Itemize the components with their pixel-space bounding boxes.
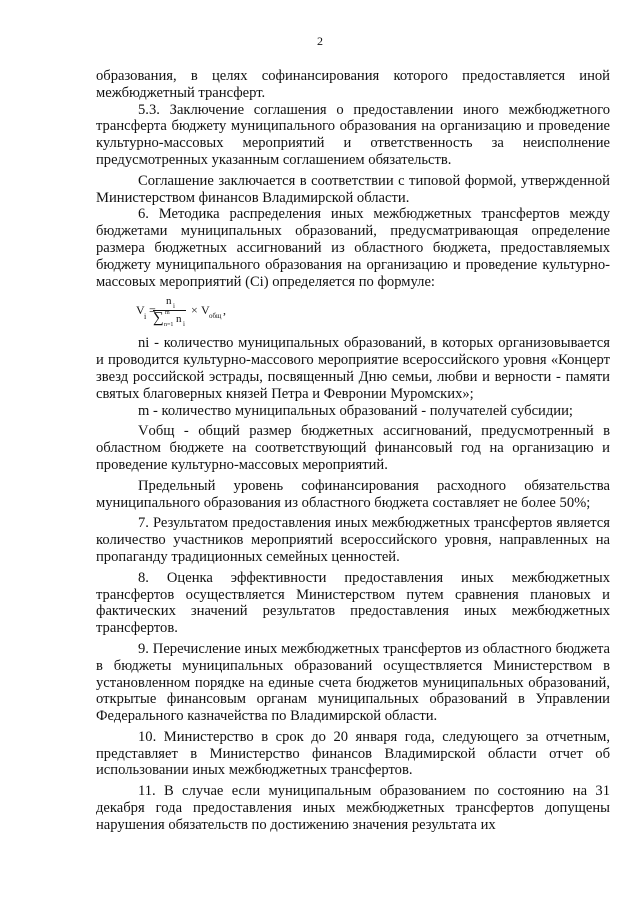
formula-denominator: n xyxy=(176,313,182,326)
definition-m: m - количество муниципальных образований - получателей субсидии; xyxy=(138,402,573,419)
document-body xyxy=(96,68,610,834)
formula-lhs: V xyxy=(136,303,145,318)
formula-v: V xyxy=(201,303,210,318)
paragraph-5-3: 5.3. Заключение соглашения о предоставлении иного межбюджетного трансферта бюджету муниципального образования на организацию и проведение культурно-массовых мероприятий и ответственность за неисполнение предусмотренных указанным соглашением обязательств. xyxy=(96,101,610,168)
page-number: 2 xyxy=(317,34,323,48)
definition-vobsh: Vобщ - общий размер бюджетных ассигнований, предусмотренный в областном бюджете на соответствующий финансовый год на организацию и проведение культурно-массовых мероприятий. xyxy=(96,423,610,473)
formula-v-sub: общ xyxy=(209,312,222,321)
multiply-sign: × xyxy=(191,303,198,318)
paragraph-8: 8. Оценка эффективности предоставления иных межбюджетных трансфертов осуществляется Министерством путем сравнения плановых и фактических значений результатов предоставления иных межбюджетных трансфертов. xyxy=(96,569,610,637)
formula-numerator: n xyxy=(166,295,172,308)
paragraph-agreement: Соглашение заключается в соответствии с типовой формой, утвержденной Министерством финансов Владимирской области. xyxy=(96,172,610,206)
sum-symbol: ∑ xyxy=(153,310,164,327)
formula-denominator-sub: i xyxy=(183,320,185,329)
definition-ni: ni - количество муниципальных образований, в которых организовывается и проводится культурно-массового мероприятие всероссийского уровня «Концерт звезд российской эстрады, посвященный Дню семьи, любви и верности - памяти святых благоверных князей Петра и Февронии Муромских»; xyxy=(96,335,610,402)
paragraph-7: 7. Результатом предоставления иных межбюджетных трансфертов является количество участников мероприятий всероссийского уровня, направленных на пропаганду традиционных семейных ценностей. xyxy=(96,515,610,565)
formula-lhs-sub: i xyxy=(144,312,147,322)
sum-upper-limit: m xyxy=(165,310,170,317)
sum-lower-limit: n=1 xyxy=(164,322,174,329)
distribution-formula xyxy=(136,293,610,331)
formula-numerator-sub: i xyxy=(173,302,175,311)
paragraph-continuation: образования, в целях софинансирования которого предоставляется иной межбюджетный трансферт. xyxy=(96,68,610,101)
paragraph-cofinancing-limit: Предельный уровень софинансирования расходного обязательства муниципального образования из областного бюджета составляет не более 50%; xyxy=(96,477,610,511)
paragraph-10: 10. Министерство в срок до 20 января года, следующего за отчетным, представляет в Министерство финансов Владимирской области отчет об использовании иных межбюджетных трансфертов. xyxy=(96,728,610,779)
paragraph-9: 9. Перечисление иных межбюджетных трансфертов из областного бюджета в бюджеты муниципальных образований осуществляется Министерством в установленном порядке на единые счета бюджетов муниципальных образований, открытые финансовым органам муниципальных образований в Управлении Федерального казначейства по Владимирской области. xyxy=(96,640,610,725)
formula-equals: = xyxy=(149,303,156,318)
formula-comma: , xyxy=(223,303,226,318)
paragraph-11: 11. В случае если муниципальным образованием по состоянию на 31 декабря года предоставления иных межбюджетных трансфертов допущены нарушения обязательств по достижению значения результата их xyxy=(96,783,610,833)
paragraph-6: 6. Методика распределения иных межбюджетных трансфертов между бюджетами муниципальных образований, предусматривающая определение размера бюджетных ассигнований из областного бюджета, предоставляемых бюджету муниципального образования на организацию и проведение культурно-массовых мероприятий (Ci) определяется по формуле: xyxy=(96,206,610,290)
